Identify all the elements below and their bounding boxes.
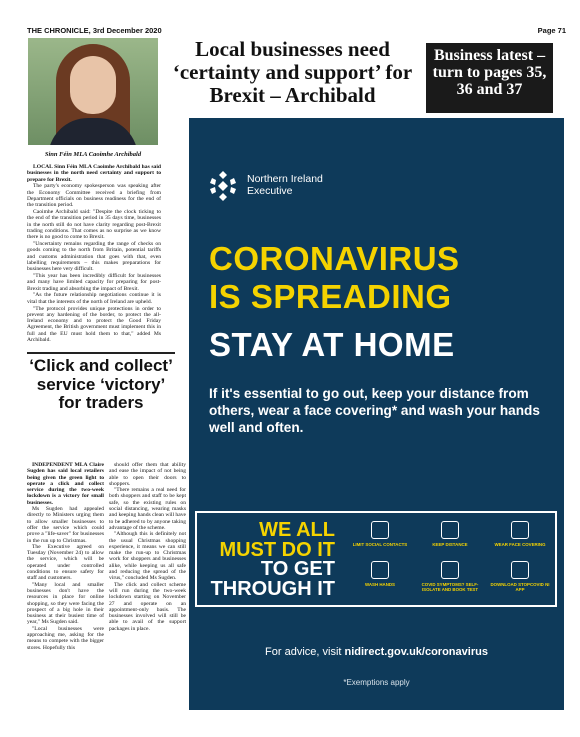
article-paragraph: Ms Sugden had appealed directly to Ministers urging them to allow smaller businesses to offer the service which could prove a "life-saver" for businesses in the run up to Christmas. [27,506,104,544]
covid-symptoms: COVID SYMPTOMS? SELF-ISOLATE AND BOOK TEST [417,561,483,593]
ad-headline-line2: IS SPREADING [209,278,452,315]
article-paragraph: "As the future relationship negotiations continue it is vital that the interests of the north of Ireland are upheld. [27,292,161,305]
keep-distance: KEEP DISTANCE [417,521,483,547]
face-covering-icon [511,521,529,539]
stay-at-home-heading: STAY AT HOME [209,326,455,363]
article-paragraph: "There remains a real need for both shoppers and staff to be kept safe, so the existing rules on social distancing, wearing masks and keeping hands clean will have to be adhered to by anyone taking advantage of the scheme. [109,487,186,531]
advice-text: If it's essential to go out, keep your distance from others, wear a face covering* and wash your hands well and often. [209,386,540,435]
article-paragraph: "Many local and smaller businesses don't have the resources in place for online shopping, so they were facing the prospect of a big hole in their business at their busiest time of year," Ms Sugden said. [27,581,104,626]
article-paragraph: "Local businesses were approaching me, asking for the means to compete with the bigger stores. Hopefully this [27,625,104,651]
wash-hands-icon [371,561,389,579]
article-paragraph: The Executive agreed on Tuesday (November 24) to allow the service, which will be operated under controlled conditions to ensure safety for staff and customers. [27,543,104,582]
we-all-panel [195,511,557,607]
phone-app-icon [511,561,529,579]
article-paragraph: The party's economy spokesperson was speaking after the Economy Committee received a briefing from Department officials on business readiness for the end of the transition period. [27,183,161,209]
article-sugden-col1 [27,462,104,651]
advice-url-line: For advice, visit nidirect.gov.uk/coronavirus [265,646,488,658]
face-covering: WEAR FACE COVERING [487,521,553,547]
we-all-slogan: WE ALL MUST DO IT TO GET THROUGH IT [210,519,335,600]
coronavirus-advert [189,118,564,710]
article-paragraph: "Uncertainty remains regarding the range of checks on goods coming to the north from Britain, potential tariffs and customs administration that goes with that, even labelling requirements – this makes preparations for businesses here very difficult. [27,241,161,273]
article-sugden-col2 [109,462,186,632]
portrait-photo [28,38,158,145]
guidance-icons [347,521,555,603]
article-paragraph: "Although this is definitely not the usual Christmas shopping experience, it means we can still make the run-up to Christmas work for shoppers and businesses alike, while keeping us all safe and reducing the spread of the virus," concluded Ms Sugden. [109,531,186,582]
subheadline: ‘Click and collect’ service ‘victory’ for traders [29,356,173,412]
page-number: Page 71 [537,26,566,35]
exemptions-note: *Exemptions apply [343,678,410,687]
photo-caption: Sinn Féin MLA Caoimhe Archibald [44,151,142,158]
wash-hands: WASH HANDS [347,561,413,587]
ni-executive-logo-icon [207,170,239,202]
phone-app: DOWNLOAD STOPCOVID NI APP [487,561,553,593]
article-paragraph: should offer them that ability and ease the impact of not being able to open their doors to shoppers. [109,462,186,487]
business-latest-box: Business latest – turn to pages 35, 36 and 37 [426,43,553,113]
article-paragraph: Caoimhe Archibald said: "Despite the clock ticking to the end of the transition period in 35 days time, businesses in the north still do not have clarity regarding post-Brexit trading conditions. That comes as no surprise as we know there is no good to come to Brexit. [27,209,161,241]
advice-url[interactable]: nidirect.gov.uk/coronavirus [344,646,488,658]
limit-contacts-icon [371,521,389,539]
article-paragraph: "This year has been incredibly difficult for businesses and many have limited capacity for preparing for post-Brexit trading and absorbing the impact of Brexit. [27,273,161,292]
organisation-name: Northern Ireland Executive [247,173,323,197]
limit-contacts: LIMIT SOCIAL CONTACTS [347,521,413,547]
publication-date: THE CHRONICLE, 3rd December 2020 [27,26,162,35]
article-paragraph: LOCAL Sinn Féin MLA Caoimhe Archibald has said businesses in the north need certainty and support to prepare for Brexit. [27,164,161,183]
headline: Local businesses need ‘certainty and support’ for Brexit – Archibald [172,37,413,107]
article-paragraph: INDEPENDENT MLA Claire Sugden has said local retailers being given the green light to operate a click and collect service during the two-week lockdown is a victory for small businesses. [27,462,104,506]
keep-distance-icon [441,521,459,539]
ad-headline-line1: CORONAVIRUS [209,240,460,277]
article-paragraph: "The protocol provides unique protections in order to prevent any hardening of the border, to protect the all-Ireland economy and to protect the Good Friday Agreement, the British government must implement this in full and the EU must hold them to that," added Ms Archibald. [27,305,161,344]
section-divider [27,352,175,354]
article-archibald [27,164,161,344]
covid-symptoms-icon [441,561,459,579]
article-paragraph: The click and collect scheme will run during the two-week lockdown starting on November 27 and operate on an appointment-only basis. The businesses involved will still be able to avail of the support packages in place. [109,581,186,632]
